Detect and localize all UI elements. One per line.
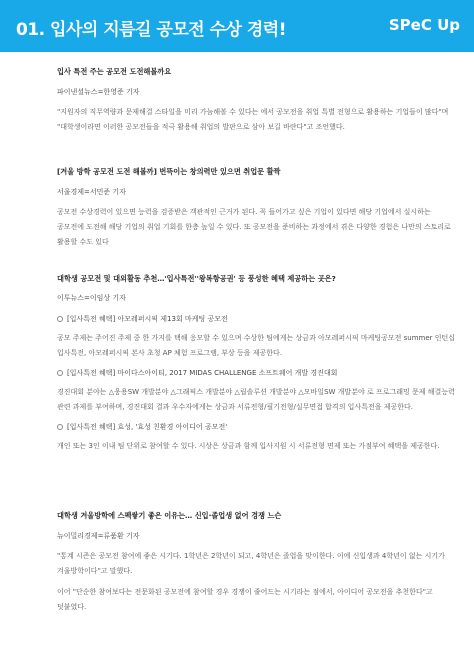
item-description: 개인 또는 3인 이내 팀 단위로 참여할 수 있다. 시상은 상금과 함께 입사지원 시 서류전형 면제 또는 가점부여 혜택을 제공한다. — [57, 442, 440, 450]
item-description: 경진대회 분야는 △웅용SW 개발분야 △그래픽스 개발분야 △립솔루션 개발분야 △모바일SW 개발분야 로 프로그래밍 문제 해결능력 관련 과제를 부여하며, 경진대회 결과 우수자에게는 상금과 서류전형/필기전형/실무면접 합격의 입사특전을 제공한다. — [57, 388, 455, 411]
list-item — [57, 366, 457, 415]
article — [57, 164, 457, 250]
circle-bullet-icon — [57, 424, 63, 430]
article-headline: 대학생 공모전 및 대외활동 추천…'입사특전''왕복항공권' 등 풍성한 혜택 제공하는 곳은? — [57, 274, 336, 283]
article-headline: 입사 특전 주는 공모전 도전해볼까요 — [57, 67, 172, 76]
article-headline: [겨울 방학 공모전 도전 해볼까] 번뜩이는 창의력만 있으면 취업문 활짝 — [57, 167, 281, 176]
article — [57, 508, 457, 615]
article-byline: 파이낸셜뉴스=한영준 기자 — [57, 88, 140, 96]
article-paragraph: 이어 "단순한 참여보다는 전문화된 공모전에 참여할 경우 경쟁이 줄어드는 시기라는 점에서, 아이디어 공모전을 추천한다"고 덧붙였다. — [57, 588, 433, 611]
article — [57, 64, 457, 135]
page-header — [0, 0, 474, 52]
circle-bullet-icon — [57, 316, 63, 322]
article-paragraph: "지원자의 직무역량과 문제해결 스타일을 미리 가늠해볼 수 있다는 에서 공모전을 취업 특별 전형으로 활용하는 기업들이 많다"며 "대학생이라면 이러한 공모전들을 적극 활용해 취업의 발판으로 삼아 보길 바란다"고 조언했다. — [57, 108, 449, 131]
article-headline: 대학생 겨울방학에 스펙쌓기 좋은 이유는… 신입·졸업생 없어 경쟁 느슨 — [57, 511, 282, 520]
item-title: [입사특전 혜택] 마이다스아이티, 2017 MIDAS CHALLENGE 소프트웨어 개발 경진대회 — [67, 369, 338, 377]
article-paragraph: "통계 시즌은 공모전 참여에 좋은 시기다. 1학년은 2학년이 되고, 4학년은 졸업을 맞이한다. 이에 신입생과 4학년이 없는 시기가 겨울방학이다"고 말했다. — [57, 552, 445, 575]
article-byline: 서울경제=서민준 기자 — [57, 188, 126, 196]
article-byline: 뉴이밀리경제=류품환 기자 — [57, 532, 140, 540]
circle-bullet-icon — [57, 370, 63, 376]
item-title: [입사특전 혜택] 아모레퍼시픽 제13회 마케팅 공모전 — [67, 315, 228, 323]
article-byline: 이투뉴스=이임상 기자 — [57, 294, 126, 302]
page-title: 01. 입사의 지름길 공모전 수상 경력! — [16, 20, 286, 40]
list-item — [57, 420, 457, 454]
brand-logo: SPeC Up — [388, 16, 460, 34]
article-paragraph: 공모전 수상경력이 있으면 능력을 검증받은 객관적인 근거가 된다. 꼭 들어가고 싶은 기업이 있다면 해당 기업에서 실시하는 공모전에 도전해 해당 기업의 취업 기회를 한층 높일 수 있다. 또 공모전을 준비하는 과정에서 겪은 다양한 경험은 나만의 스토리로 활용할 수도 있다 — [57, 208, 451, 246]
item-title: [입사특전 혜택] 효성, '효성 친환경 아이디어 공모전' — [67, 423, 228, 431]
item-description: 공모 주제는 주어진 주제 중 한 가지를 택해 응모할 수 있으며 수상한 팀에게는 상금과 아모레퍼시픽 마케팅공모전 summer 인턴십 입사특전, 아모레퍼시픽 본사 초청 AP 체험 프로그램, 부상 등을 제공한다. — [57, 334, 456, 357]
article — [57, 271, 457, 454]
list-item — [57, 312, 457, 361]
